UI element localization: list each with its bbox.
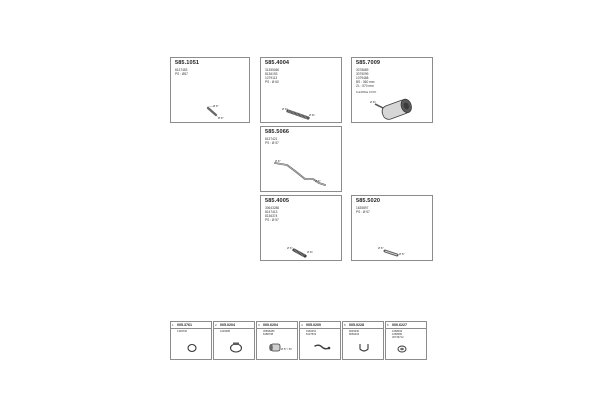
exhaust-pipe-drawing [171, 58, 251, 124]
dimension-label: Ø 57 [315, 180, 321, 183]
dimension-label: Ø 57 [287, 247, 293, 250]
gasket-ring-icon [171, 322, 213, 361]
reference-line: 30895286 [263, 330, 275, 333]
part-number: 005.0228 [349, 323, 364, 327]
part-number: 000.6227 [392, 323, 407, 327]
part-number: 000.6204 [263, 323, 278, 327]
part-card-585-1051[interactable] [170, 57, 250, 123]
part-card-585-4004[interactable] [260, 57, 342, 123]
part-number: 585.4005 [265, 198, 290, 204]
part-card-585-4005[interactable] [260, 195, 342, 261]
reference-line: BS : 360 mm [356, 80, 375, 85]
reference-line: 3079099 [356, 72, 369, 77]
reference-line: 8066403 [349, 333, 360, 337]
note-label: FLEXIBLE JOINT [356, 91, 377, 94]
sleeve-connector-icon [257, 322, 299, 361]
reference-line: PS : Ø57 [175, 72, 188, 77]
dimension-label: Ø 60 [309, 114, 315, 117]
rubber-hanger-icon [300, 322, 342, 361]
part-number: 585.4004 [265, 60, 290, 66]
reference-line: 1079468 [356, 76, 369, 81]
part-card-585-7009[interactable] [351, 57, 433, 123]
part-card-585-5066[interactable] [260, 126, 342, 192]
accessory-card-000-6227[interactable] [385, 321, 427, 360]
reference-line: 1079113 [265, 76, 278, 81]
reference-line: 9166451 [306, 330, 317, 333]
reference-line: 9049330 [349, 330, 360, 333]
reference-line: 8137421 [265, 137, 278, 141]
reference-line: ZL : 570 mm [356, 84, 374, 89]
part-number: 005.3761 [177, 323, 192, 327]
reference-line: PS : Ø 57 [265, 218, 279, 223]
reference-line: PS : Ø 57 [265, 141, 279, 146]
reference-line: 1668080 [392, 333, 403, 337]
reference-line: 8136193 [265, 72, 278, 77]
reference-line: 1668093 [392, 330, 403, 333]
reference-line: 30749712 [392, 336, 404, 340]
part-number: 585.5020 [356, 198, 381, 204]
accessory-card-005-0228[interactable] [342, 321, 384, 360]
dimension-label: Ø 57 [399, 253, 405, 256]
dimension-label: Ø 57 [378, 247, 384, 250]
dimension-label: Ø 57 [275, 160, 281, 163]
part-number: 585.1051 [175, 60, 200, 66]
accessory-card-005-0204[interactable] [213, 321, 255, 360]
accessory-index: 2 [215, 323, 217, 327]
part-card-585-5020[interactable] [351, 195, 433, 261]
reference-line: 8188738 [263, 333, 274, 337]
exhaust-pipe-drawing [352, 196, 434, 262]
reference-line: 30643286 [265, 206, 280, 210]
u-clamp-icon [343, 322, 385, 361]
accessory-index: 4 [301, 323, 303, 327]
part-number: 585.7009 [356, 60, 381, 66]
reference-line: 8137453 [175, 68, 188, 72]
reference-line: 8137519 [306, 333, 317, 337]
dimension-label: Ø 57 / 58 [281, 348, 292, 351]
reference-line: PS : Ø 57 [356, 210, 370, 215]
reference-line: 8147413 [265, 210, 278, 215]
reference-line: 1339700 [177, 330, 188, 333]
accessory-index: 6 [387, 323, 389, 327]
accessory-index: 3 [258, 323, 260, 327]
mounting-kit-icon [386, 322, 428, 361]
part-number: 005.0204 [220, 323, 235, 327]
accessory-card-005-3761[interactable] [170, 321, 212, 360]
accessory-card-005-0200[interactable] [299, 321, 341, 360]
muffler-drawing [352, 58, 434, 124]
dimension-label: Ø 60 [307, 251, 313, 254]
reference-line: 31355060 [265, 68, 280, 72]
reference-line: PS : Ø 60 [265, 80, 279, 85]
dimension-label: Ø 57 [218, 117, 224, 120]
pipe-clamp-icon [214, 322, 256, 361]
part-number: 005.0200 [306, 323, 321, 327]
flexible-pipe-drawing [261, 58, 343, 124]
reference-line: 3078689 [356, 68, 369, 72]
reference-line: 1629486 [220, 330, 231, 333]
flexible-pipe-drawing [261, 196, 343, 262]
exhaust-pipe-drawing [261, 127, 343, 193]
accessory-index: 5 [344, 323, 346, 327]
reference-line: 1635897 [356, 206, 369, 210]
dimension-label: Ø 60 [370, 101, 376, 104]
accessory-index: 1 [172, 323, 174, 327]
dimension-label: Ø 57 [213, 105, 219, 108]
accessory-card-000-6204[interactable] [256, 321, 298, 360]
part-number: 585.5066 [265, 129, 290, 135]
reference-line: 8136374 [265, 214, 278, 219]
dimension-label: Ø 60 [282, 108, 288, 111]
